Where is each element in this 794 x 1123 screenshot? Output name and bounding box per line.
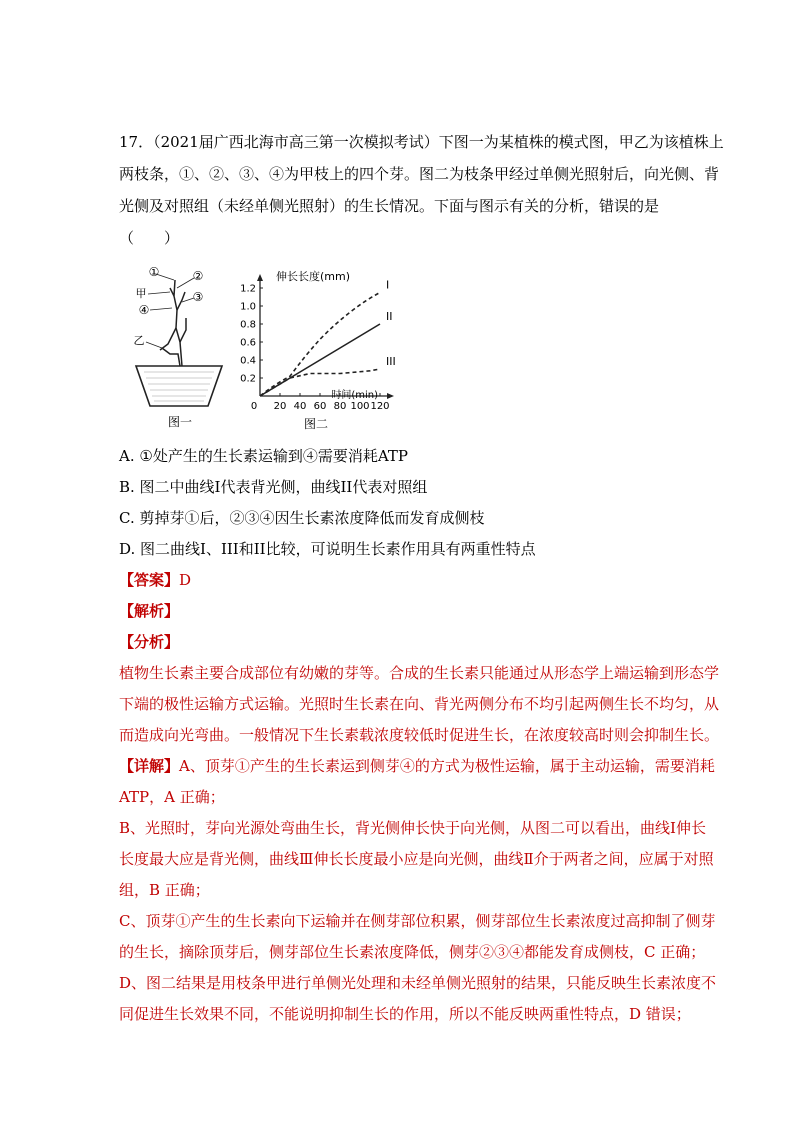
analysis-sub-tag: 【分析】 (119, 633, 180, 651)
branch-yi-label: 乙 (133, 334, 145, 347)
series-label-I: I (386, 278, 390, 292)
answer-line (119, 570, 191, 590)
detail-line-6: C、顶芽①产生的生长素向下运输并在侧芽部位积累，侧芽部位生长素浓度过高抑制了侧芽 (119, 912, 716, 930)
detail-line-3: B、光照时，芽向光源处弯曲生长，背光侧伸长快于向光侧，从图二可以看出，曲线Ⅰ伸长 (119, 819, 706, 837)
question-stem-line-2: 两枝条，①、②、③、④为甲枝上的四个芽。图二为枝条甲经过单侧光照射后，向光侧、背 (119, 165, 720, 183)
y-tick-label: 0.6 (240, 337, 256, 349)
series-label-II: II (386, 310, 393, 323)
branch-jia-label: 甲 (135, 287, 147, 300)
figure2-growth-chart (236, 262, 396, 434)
x-tick-label: 120 (370, 401, 390, 412)
figure1-caption: 图一 (167, 415, 193, 429)
y-axis-arrow (257, 274, 263, 281)
label-leaders (146, 274, 194, 348)
detail-line-2: ATP，A 正确； (119, 788, 225, 806)
bud1-label: ① (148, 265, 160, 279)
bud2-label: ② (192, 269, 204, 283)
option-b: B. 图二中曲线I代表背光侧，曲线II代表对照组 (119, 478, 428, 496)
detail-line-4: 长度最大应是背光侧，曲线Ⅲ伸长长度最小应是向光侧，曲线Ⅱ介于两者之间，应属于对照 (119, 850, 714, 868)
x-tick-label: 40 (293, 401, 307, 412)
question-stem-line-3: 光侧及对照组（未经单侧光照射）的生长情况。下面与图示有关的分析，错误的是 (119, 197, 660, 215)
x-tick-label: 100 (350, 401, 370, 412)
option-c: C. 剪掉芽①后，②③④因生长素浓度降低而发育成侧枝 (119, 509, 485, 527)
detail-tag: 【详解】 (119, 757, 180, 775)
detail-line-1 (119, 756, 715, 776)
series-label-III: III (386, 355, 396, 368)
detail-line-7: 的生长，摘除顶芽后，侧芽部位生长素浓度降低，侧芽②③④都能发育成侧枝，C 正确； (119, 943, 706, 961)
y-tick-label: 1.2 (240, 283, 256, 295)
detail-first-text: A、顶芽①产生的生长素运到侧芽④的方式为极性运输，属于主动运输，需要消耗 (179, 757, 715, 775)
figure2-caption: 图二 (303, 417, 329, 431)
series-line-II (260, 324, 380, 396)
answer-value: D (179, 571, 192, 589)
option-d: D. 图二曲线I、III和II比较，可说明生长素作用具有两重性特点 (119, 540, 536, 558)
chart-axes (257, 274, 394, 399)
chart-ylabel: 伸长长度(mm) (276, 270, 351, 283)
detail-line-9: 同促进生长效果不同，不能说明抑制生长的作用，所以不能反映两重性特点，D 错误； (119, 1005, 691, 1023)
analysis-tag: 【解析】 (119, 602, 180, 620)
analysis-line-1: 植物生长素主要合成部位有幼嫩的芽等。合成的生长素只能通过从形态学上端运输到形态学 (119, 664, 720, 682)
y-tick-label: 0.4 (240, 355, 256, 367)
detail-line-5: 组，B 正确； (119, 881, 210, 899)
analysis-line-2: 下端的极性运输方式运输。光照时生长素在向、背光两侧分布不均引起两侧生长不均匀，从 (119, 695, 720, 713)
x-tick-label: 60 (313, 401, 327, 412)
x-axis-arrow (387, 393, 394, 399)
chart-curves (260, 279, 396, 397)
question-answer-blank: （ ） (119, 229, 180, 247)
figure1-plant-diagram (130, 258, 230, 430)
x-tick-label: 0 (250, 401, 258, 412)
y-tick-label: 0.8 (240, 319, 256, 331)
bud3-label: ③ (192, 290, 204, 304)
y-tick-label: 0.2 (240, 373, 256, 385)
answer-tag: 【答案】 (119, 571, 180, 589)
chart-xlabel: 时间(min) (331, 390, 378, 401)
question-stem-line-1: 17．（2021届广西北海市高三第一次模拟考试）下图一为某植株的模式图，甲乙为该植株上 (119, 133, 724, 151)
series-line-I (260, 293, 380, 397)
detail-line-8: D、图二结果是用枝条甲进行单侧光处理和未经单侧光照射的结果，只能反映生长素浓度不 (119, 974, 717, 992)
option-a: A. ①处产生的生长素运输到④需要消耗ATP (119, 447, 408, 465)
bud4-label: ④ (138, 303, 150, 317)
y-tick-label: 1.0 (240, 301, 256, 313)
analysis-line-3: 而造成向光弯曲。一般情况下生长素载浓度较低时促进生长，在浓度较高时则会抑制生长。 (119, 726, 720, 744)
x-tick-label: 80 (333, 401, 347, 412)
x-tick-label: 20 (273, 401, 287, 412)
